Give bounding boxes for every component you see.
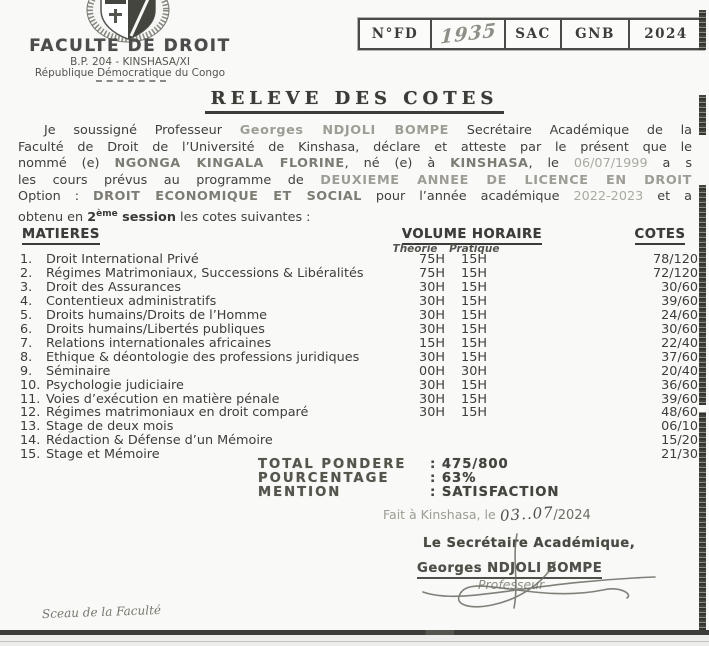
- scan-bottom-line: [0, 641, 709, 642]
- total-line: [258, 486, 559, 500]
- intro-segment: obtenu en: [18, 209, 88, 225]
- total-value: : 63%: [430, 471, 477, 486]
- cell-ct: 37/60: [661, 349, 698, 365]
- cell-name: Ethique & déontologie des professions juridiques: [46, 349, 360, 365]
- total-label: MENTION: [258, 485, 342, 500]
- cell-num: 7.: [20, 335, 33, 351]
- table-row: [20, 364, 698, 378]
- intro-segment: nommé (e): [18, 156, 115, 171]
- table-row: [20, 266, 698, 280]
- intro-segment: et a: [643, 189, 692, 204]
- intro-segment: ème: [96, 208, 118, 219]
- table-row: [20, 350, 698, 364]
- faculty-country: République Démocratique du Congo: [34, 67, 226, 79]
- cell-pr: 15H: [461, 279, 487, 295]
- intro-segment: 2: [87, 209, 97, 225]
- intro-segment: Georges NDJOLI BOMPE: [239, 123, 450, 138]
- table-row: [20, 392, 698, 406]
- cell-pr: 15H: [461, 293, 487, 309]
- intro-line: [18, 140, 692, 157]
- scan-edge-artifact: [699, 412, 706, 630]
- cell-ct: 24/60: [661, 307, 698, 323]
- place-date-prefix: Fait à Kinshasa, le: [383, 507, 500, 522]
- intro-paragraph: [18, 123, 692, 225]
- cell-ct: 20/40: [661, 363, 698, 379]
- cell-name: Séminaire: [46, 363, 111, 379]
- table-row: [20, 322, 698, 336]
- scan-edge-artifact: [699, 95, 706, 135]
- cell-ct: 22/40: [661, 335, 698, 351]
- intro-line: [18, 206, 692, 223]
- cell-num: 15.: [20, 447, 41, 463]
- intro-segment: DEUXIEME ANNEE DE LICENCE EN DROIT: [320, 172, 692, 188]
- cell-name: Relations internationales africaines: [46, 335, 272, 351]
- reference-number-box: [358, 18, 704, 50]
- intro-segment: Faculté de Droit de l’Université de Kinshasa, déclare et atteste par le présent que le: [18, 139, 692, 155]
- cell-num: 10.: [20, 377, 41, 393]
- cell-pr: 15H: [461, 335, 487, 351]
- table-row: [20, 405, 698, 419]
- intro-segment: les cotes suivantes :: [175, 209, 311, 225]
- cell-num: 4.: [20, 293, 33, 309]
- table-row: [20, 280, 698, 294]
- cell-name: Stage et Mémoire: [46, 447, 160, 463]
- cell-name: Régimes Matrimoniaux, Successions & Libéralités: [46, 265, 364, 281]
- intro-segment: Option :: [18, 189, 94, 204]
- cell-ct: 06/10: [661, 419, 698, 435]
- cell-ct: 21/30: [661, 447, 698, 463]
- intro-segment: KINSHASA: [450, 156, 529, 171]
- scan-edge-artifact: [699, 185, 706, 405]
- cell-num: 11.: [20, 391, 41, 407]
- intro-segment: les cours prévus au programme de: [18, 172, 321, 188]
- cell-pr: 15H: [461, 252, 487, 267]
- table-row: [20, 252, 698, 266]
- totals-block: [258, 458, 559, 500]
- cell-pr: 30H: [461, 363, 487, 379]
- cell-name: Psychologie judiciaire: [46, 377, 184, 393]
- cell-ct: 78/120: [652, 252, 698, 267]
- intro-segment: , le: [528, 156, 574, 171]
- signatory-name: Georges NDJOLI BOMPE: [417, 561, 602, 579]
- ref-number-handwritten: [432, 20, 506, 48]
- intro-segment: Secrétaire Académique de la: [449, 123, 692, 138]
- cell-num: 2.: [20, 265, 33, 281]
- cell-num: 13.: [20, 419, 41, 435]
- cell-pr: 15H: [461, 307, 487, 323]
- cell-pr: 15H: [461, 265, 487, 281]
- cell-num: 6.: [20, 321, 33, 337]
- cell-pr: 15H: [461, 321, 487, 337]
- table-row: [20, 294, 698, 308]
- intro-segment: session: [117, 209, 176, 225]
- cell-name: Droits humains/Droits de l’Homme: [46, 307, 268, 323]
- intro-segment: Je soussigné Professeur: [44, 123, 240, 138]
- cell-ct: 39/60: [661, 391, 698, 407]
- table-row: [20, 308, 698, 322]
- total-value: : SATISFACTION: [430, 485, 560, 500]
- cell-name: Stage de deux mois: [46, 419, 174, 435]
- cell-name: Droits humains/Libertés publiques: [46, 321, 265, 337]
- cell-num: 1.: [20, 252, 33, 267]
- cell-num: 8.: [20, 349, 33, 365]
- cell-name: Contentieux administratifs: [46, 293, 217, 309]
- intro-segment: NGONGA KINGALA FLORINE: [114, 156, 345, 171]
- intro-segment: pour l’année académique: [361, 189, 574, 204]
- intro-line: [18, 156, 692, 173]
- handwritten-date: 03..07: [499, 503, 554, 525]
- table-row: [20, 378, 698, 392]
- intro-segment: 2022-2023: [573, 189, 644, 204]
- cell-name: Droit des Assurances: [46, 279, 182, 295]
- sub-header-theorie: Théorie: [392, 243, 438, 255]
- cell-pr: 15H: [461, 349, 487, 365]
- intro-line: [18, 189, 692, 206]
- intro-segment: DROIT ECONOMIQUE ET SOCIAL: [93, 189, 362, 204]
- cell-ct: 39/60: [661, 293, 698, 309]
- cell-name: Rédaction & Défense d’un Mémoire: [46, 433, 273, 449]
- ref-label: N°FD: [360, 20, 432, 48]
- cell-ct: 48/60: [661, 405, 698, 421]
- intro-segment: a s: [647, 156, 692, 171]
- cell-num: 9.: [20, 363, 33, 379]
- ref-sac: SAC: [506, 20, 562, 48]
- total-label: POURCENTAGE: [258, 471, 390, 486]
- cell-th: 30H: [419, 391, 445, 407]
- handwritten-number: 1935: [439, 19, 497, 49]
- cell-th: 30H: [419, 279, 445, 295]
- cell-th: 30H: [419, 349, 445, 365]
- total-line: [258, 472, 559, 486]
- title-wrap: [0, 88, 709, 114]
- cell-th: 30H: [419, 307, 445, 323]
- cell-num: 14.: [20, 433, 41, 449]
- column-header-volume-horaire: VOLUME HORAIRE: [396, 227, 548, 242]
- cell-name: Voies d’exécution en matière pénale: [46, 391, 280, 407]
- cell-name: Régimes matrimoniaux en droit comparé: [46, 405, 309, 421]
- seal-note: Sceau de la Faculté: [41, 602, 162, 622]
- cell-th: 30H: [419, 321, 445, 337]
- cell-ct: 30/60: [661, 279, 698, 295]
- cell-num: 12.: [20, 405, 41, 421]
- cell-ct: 36/60: [661, 377, 698, 393]
- intro-segment: 06/07/1999: [573, 156, 648, 171]
- total-line: [258, 458, 559, 472]
- signature-scribble: [405, 520, 665, 620]
- cell-ct: 30/60: [661, 321, 698, 337]
- table-row: [20, 336, 698, 350]
- scan-edge-artifact: [699, 10, 706, 50]
- document-title: RELEVE DES COTES: [205, 88, 505, 114]
- intro-line: [18, 123, 692, 140]
- table-row: [20, 419, 698, 433]
- cell-ct: 72/120: [652, 265, 698, 281]
- column-header-cotes: COTES: [626, 227, 694, 242]
- date-year: /2024: [553, 508, 591, 523]
- intro-line: [18, 173, 692, 190]
- cell-th: 30H: [419, 293, 445, 309]
- total-value: : 475/800: [430, 457, 509, 472]
- cell-num: 5.: [20, 307, 33, 323]
- cell-th: 15H: [419, 335, 445, 351]
- cell-num: 3.: [20, 279, 33, 295]
- cell-th: 30H: [419, 405, 445, 421]
- cell-pr: 15H: [461, 377, 487, 393]
- header-divider: [96, 80, 166, 82]
- faculty-name: FACULTE DE DROIT: [29, 36, 231, 56]
- cell-th: 75H: [419, 265, 445, 281]
- cell-th: 30H: [419, 377, 445, 393]
- ref-gnb: GNB: [562, 20, 630, 48]
- signatory-role: Professeur: [478, 577, 545, 592]
- cell-ct: 15/20: [661, 433, 698, 449]
- total-label: TOTAL PONDERE: [258, 457, 407, 472]
- column-header-matieres: MATIERES: [22, 227, 100, 242]
- cell-th: 00H: [419, 363, 445, 379]
- intro-segment: , né (e) à: [344, 156, 451, 171]
- signatory-title: Le Secrétaire Académique,: [423, 536, 636, 551]
- table-row: [20, 433, 698, 447]
- cell-pr: 15H: [461, 405, 487, 421]
- cell-pr: 15H: [461, 391, 487, 407]
- faculty-address: B.P. 204 - KINSHASA/XI: [70, 56, 190, 68]
- cell-name: Droit International Privé: [46, 252, 199, 267]
- ref-year: 2024: [644, 26, 688, 42]
- sub-header-pratique: Pratique: [449, 243, 500, 255]
- cell-th: 75H: [419, 252, 445, 267]
